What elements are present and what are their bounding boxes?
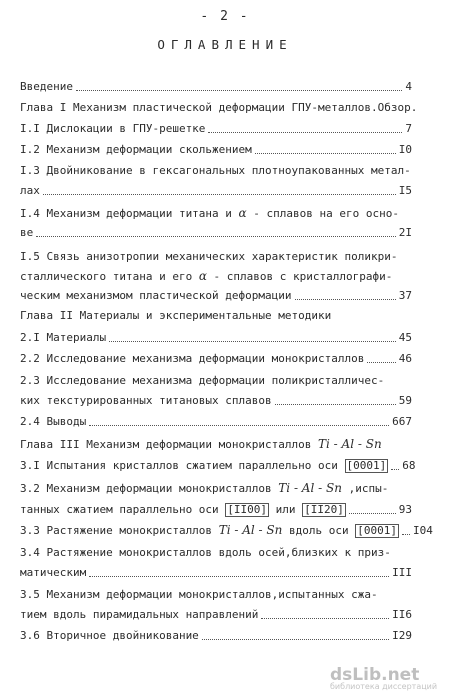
toc-entry-title-cont: лах [20, 184, 40, 197]
toc-page-number: 68 [402, 459, 416, 472]
toc-entry-title: 3.6 Вторичное двойникование [20, 629, 199, 642]
toc-page-number: I04 [412, 524, 433, 537]
toc-page-number: 667 [392, 415, 412, 428]
toc-entry-title-cont: ве [20, 226, 34, 239]
leader-dots [255, 153, 396, 154]
alpha-symbol: α [238, 206, 247, 220]
toc-entry-3-6 [20, 628, 412, 644]
toc-entry-conjunction: или [269, 503, 303, 516]
leader-dots [261, 618, 389, 619]
toc-page-number: III [392, 566, 412, 579]
toc-page-number: 4 [405, 80, 412, 93]
alloy-formula: Ti - Al - Sn [318, 437, 382, 451]
toc-entry-1-3-line2 [20, 183, 412, 199]
chapter-title: Глава II Материалы и экспериментальные методики [20, 309, 332, 322]
toc-page-number: 2I [398, 226, 412, 239]
toc-entry-3-2-line1 [20, 480, 412, 496]
toc-entry-1-5-line2 [20, 268, 412, 284]
toc-entry-1-5-line3 [20, 288, 412, 304]
leader-dots [76, 90, 402, 91]
toc-entry-title: 3.2 Механизм деформации монокристаллов [20, 482, 279, 495]
toc-chapter-2 [20, 308, 412, 324]
leader-dots [402, 534, 410, 535]
toc-entry-2-3-line2 [20, 393, 412, 409]
toc-entry-title: 3.5 Механизм деформации монокристаллов,испытанных сжа- [20, 588, 378, 601]
toc-entry-title-rest: - сплавов с кристаллографи- [206, 270, 393, 283]
toc-entry-title-rest: - сплавов на его осно- [246, 207, 399, 220]
toc-entry-2-1 [20, 330, 412, 346]
toc-entry-3-5-line1 [20, 587, 412, 603]
toc-entry-title: 2.4 Выводы [20, 415, 87, 428]
toc-page-number: I29 [392, 629, 412, 642]
crystal-direction: [0001] [346, 459, 387, 472]
toc-entry-title: 2.I Материалы [20, 331, 107, 344]
leader-dots [202, 639, 389, 640]
toc-entry-title: I.I Дислокации в ГПУ-решетке [20, 122, 206, 135]
toc-entry-title: 3.I Испытания кристаллов сжатием параллельно оси [20, 459, 345, 472]
toc-entry-title: I.5 Связь анизотропии механических характеристик поликри- [20, 250, 398, 263]
leader-dots [275, 404, 396, 405]
toc-page-number: I5 [398, 184, 412, 197]
toc-entry-title: 3.3 Растяжение монокристаллов [20, 524, 219, 537]
toc-page-number: 59 [398, 394, 412, 407]
toc-entry-title: I.2 Механизм деформации скольжением [20, 143, 252, 156]
toc-entry-2-2 [20, 351, 412, 367]
toc-entry-3-2-line2 [20, 502, 412, 518]
toc-entry-1-5-line1 [20, 249, 412, 265]
toc-entry-2-4 [20, 414, 412, 430]
toc-entry-title-cont: матическим [20, 566, 87, 579]
chapter-title: Глава I Механизм пластической деформации ГПУ-металлов.Обзор. [20, 101, 418, 114]
toc-entry-title-cont: ческим механизмом пластической деформации [20, 289, 292, 302]
toc-page-number: I0 [398, 143, 412, 156]
toc-entry-1-4-line2 [20, 225, 412, 241]
toc-entry-title-cont: танных сжатием параллельно оси [20, 503, 226, 516]
toc-heading: ОГЛАВЛЕНИЕ [157, 37, 293, 52]
watermark-subtitle: библиотека диссертаций [330, 682, 438, 691]
leader-dots [367, 362, 395, 363]
toc-page-number: 7 [405, 122, 412, 135]
leader-dots [43, 194, 396, 195]
toc-entry-title: 2.3 Исследование механизма деформации поликристалличес- [20, 374, 385, 387]
toc-entry-1-4-line1 [20, 205, 412, 221]
toc-entry-3-3 [20, 523, 433, 539]
dslib-watermark [330, 665, 440, 691]
toc-entry-3-5-line2 [20, 607, 412, 623]
leader-dots [109, 341, 396, 342]
leader-dots [36, 236, 396, 237]
leader-dots [89, 425, 389, 426]
toc-entry-2-3-line1 [20, 373, 412, 389]
toc-page-number: 46 [398, 352, 412, 365]
leader-dots [295, 299, 396, 300]
page-number: - 2 - [200, 9, 250, 24]
toc-page-number: 93 [398, 503, 412, 516]
toc-page-number: 45 [398, 331, 412, 344]
toc-entry-3-4-line2 [20, 565, 412, 581]
toc-entry-title: 3.4 Растяжение монокристаллов вдоль осей,близких к приз- [20, 546, 391, 559]
toc-entry-3-4-line1 [20, 545, 412, 561]
alpha-symbol: α [198, 269, 207, 283]
leader-dots [391, 469, 399, 470]
toc-entry-title-rest: ,испы- [341, 482, 389, 495]
toc-entry-3-1 [20, 458, 416, 474]
alloy-formula: Ti - Al - Sn [218, 523, 283, 537]
toc-chapter-3 [20, 436, 412, 452]
toc-entry-1-3-line1 [20, 163, 412, 179]
alloy-formula: Ti - Al - Sn [278, 481, 342, 495]
leader-dots [89, 576, 389, 577]
toc-entry-title: Введение [20, 80, 73, 93]
toc-entry-title: I.3 Двойникование в гексагональных плотноупакованных метал- [20, 164, 411, 177]
watermark-logo: dsLib.net [330, 665, 420, 685]
leader-dots [208, 132, 402, 133]
toc-chapter-1 [20, 100, 418, 116]
toc-entry-title: I.4 Механизм деформации титана и [20, 207, 239, 220]
leader-dots [349, 513, 396, 514]
toc-entry-title-cont: тием вдоль пирамидальных направлений [20, 608, 259, 621]
crystal-direction: [II20] [304, 503, 344, 516]
toc-entry-title-cont: сталлического титана и его [20, 270, 199, 283]
toc-entry-1-2 [20, 142, 412, 158]
chapter-title: Глава III Механизм деформации монокристаллов [20, 438, 319, 451]
toc-entry-1-1 [20, 121, 412, 137]
toc-entry-title: 2.2 Исследование механизма деформации монокристаллов [20, 352, 365, 365]
toc-page-number: 37 [398, 289, 412, 302]
toc-entry-intro [20, 79, 412, 95]
toc-entry-title-cont: ких текстурированных титановых сплавов [20, 394, 272, 407]
toc-entry-title-rest: вдоль оси [282, 524, 356, 537]
crystal-direction: [II00] [227, 503, 268, 516]
toc-page-number: II6 [392, 608, 412, 621]
crystal-direction: [0001] [357, 524, 397, 537]
